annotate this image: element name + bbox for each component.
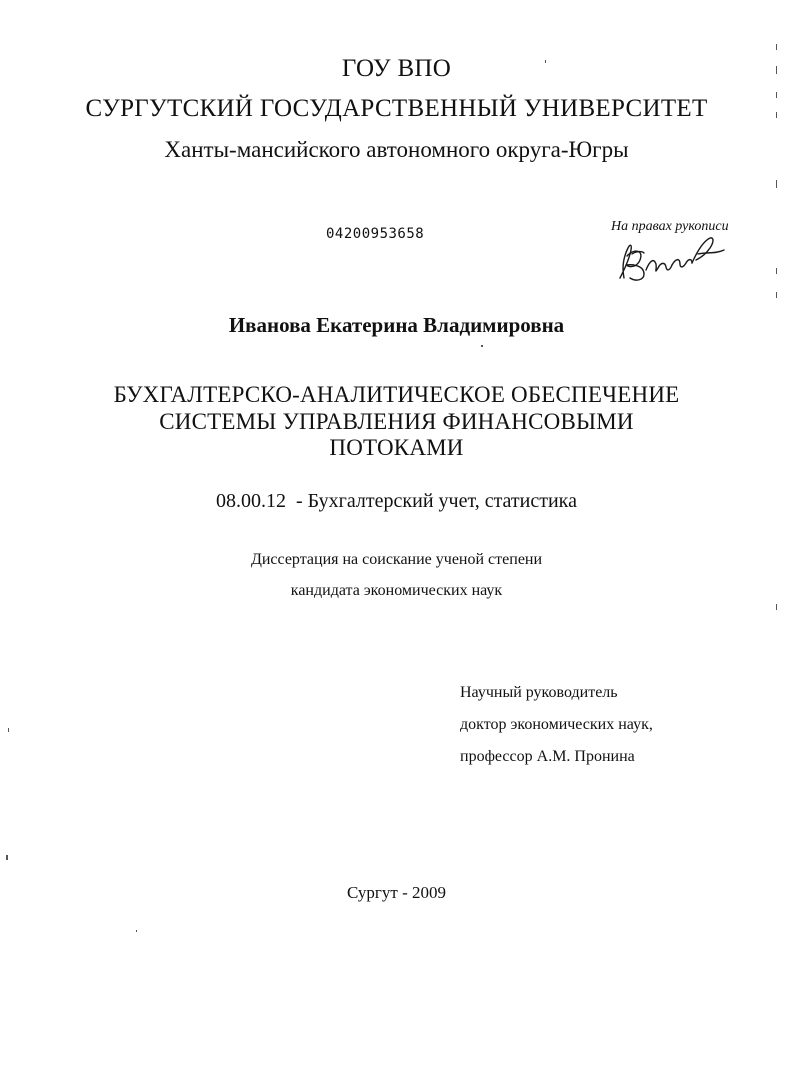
title-line-3: ПОТОКАМИ	[329, 435, 464, 460]
scan-speck	[481, 345, 483, 347]
footer-city-year: Сургут - 2009	[347, 883, 446, 902]
scan-speck	[776, 268, 777, 274]
scan-speck	[776, 66, 777, 74]
scan-speck	[776, 44, 777, 50]
manuscript-note: На правах рукописи	[611, 219, 729, 234]
title-line-2: СИСТЕМЫ УПРАВЛЕНИЯ ФИНАНСОВЫМИ	[159, 409, 634, 434]
university-name: СУРГУТСКИЙ ГОСУДАРСТВЕННЫЙ УНИВЕРСИТЕТ	[85, 95, 708, 122]
advisor-line-2: доктор экономических наук,	[460, 716, 653, 733]
scan-speck	[8, 728, 9, 732]
scan-speck	[545, 60, 546, 63]
specialty-line	[0, 490, 793, 513]
advisor-line-1: Научный руководитель	[460, 684, 618, 701]
scan-speck	[136, 930, 137, 932]
region-name: Ханты-мансийского автономного округа-Югры	[164, 137, 629, 162]
scan-speck	[776, 92, 777, 98]
document-code: 04200953658	[326, 226, 425, 242]
degree-line-2: кандидата экономических наук	[290, 582, 503, 599]
author-name: Иванова Екатерина Владимировна	[228, 313, 565, 337]
advisor-line-3: профессор А.М. Пронина	[460, 748, 635, 765]
institution-abbrev: ГОУ ВПО	[341, 55, 452, 82]
scan-speck	[776, 180, 777, 188]
scan-speck	[6, 855, 8, 860]
specialty-code: 08.00.12	[216, 490, 287, 512]
scan-speck	[776, 112, 777, 118]
signature-image	[610, 234, 730, 286]
title-line-1: БУХГАЛТЕРСКО-АНАЛИТИЧЕСКОЕ ОБЕСПЕЧЕНИЕ	[113, 382, 680, 407]
degree-line-1: Диссертация на соискание ученой степени	[250, 551, 543, 568]
scan-speck	[776, 604, 777, 610]
specialty-name: - Бухгалтерский учет, статистика	[296, 490, 577, 512]
scan-speck	[776, 292, 777, 298]
